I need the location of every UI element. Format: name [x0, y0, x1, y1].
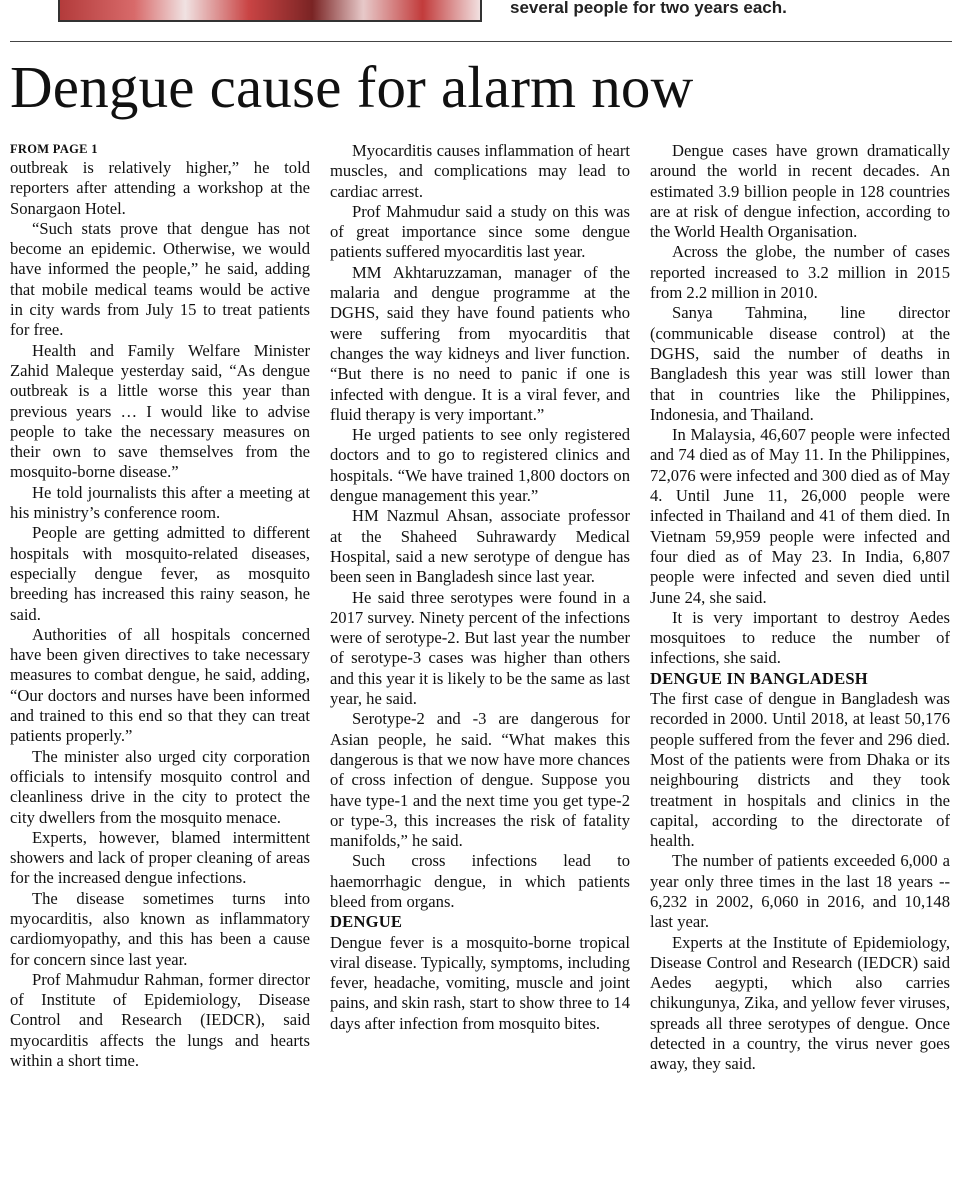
paragraph: In Malaysia, 46,607 people were infected and 74 died as of May 11. In the Philippines, 72,076 were infected and 300 died as of May 4. Until June 11, 26,000 people were infected in Thailand and 41 of them died. In Vietnam 59,959 people were infected and four died as of May 23. In India, 6,807 people were infected and seven died until June 24, she said. [650, 425, 950, 607]
paragraph: Authorities of all hospitals concerned have been given directives to take necessary measures to combat dengue, he said, adding, “Our doctors and nurses have been informed and trained to this end so that they can treat patients properly.” [10, 624, 310, 746]
paragraph: Experts, however, blamed intermittent showers and lack of proper cleaning of areas for the increased dengue infections. [10, 827, 310, 888]
paragraph: The disease sometimes turns into myocarditis, also known as inflammatory cardiomyopathy, and this has been a cause for concern since last year. [10, 888, 310, 969]
paragraph: Prof Mahmudur said a study on this was of great importance since some dengue patients suffered myocarditis last year. [330, 201, 630, 262]
article-column-2 [330, 141, 630, 1183]
paragraph: Serotype-2 and -3 are dangerous for Asian people, he said. “What makes this dangerous is that we now have more chances of cross infection of dengue. Suppose you have type-1 and the next time you get type-2 or type-3, this increases the risk of fatality manifolds,” he said. [330, 709, 630, 851]
paragraph: The minister also urged city corporation officials to intensify mosquito control and cleanliness drive in the city to protect the city dwellers from the mosquito menace. [10, 746, 310, 827]
previous-story-strip [0, 0, 954, 28]
paragraph: People are getting admitted to different hospitals with mosquito-related diseases, especially dengue fever, as mosquito breeding has increased this rainy season, he said. [10, 523, 310, 624]
paragraph: Experts at the Institute of Epidemiology, Disease Control and Research (IEDCR) said Aedes aegypti, which also carries chikungunya, Zika, and yellow fever viruses, spreads all three serotypes of dengue. Once detected in a country, the virus never goes away, they said. [650, 932, 950, 1074]
subheading-dengue-in-bangladesh: DENGUE IN BANGLADESH [650, 668, 868, 688]
previous-story-caption: several people for two years each. [510, 0, 787, 17]
article-column-1 [10, 141, 310, 1183]
paragraph: He told journalists this after a meeting at his ministry’s conference room. [10, 482, 310, 523]
paragraph: The first case of dengue in Bangladesh was recorded in 2000. Until 2018, at least 50,176 people suffered from the fever and 296 died. Most of the patients were from Dhaka or its neighbouring districts and they took treatment in hospitals and clinics in the capital, according to the directorate of health. [650, 689, 950, 851]
paragraph: It is very important to destroy Aedes mosquitoes to reduce the number of infections, she said. [650, 607, 950, 668]
continuation-label: FROM PAGE 1 [10, 142, 98, 156]
paragraph: outbreak is relatively higher,” he told reporters after attending a workshop at the Sonargaon Hotel. [10, 158, 310, 218]
paragraph: Sanya Tahmina, line director (communicable disease control) at the DGHS, said the number of deaths in Bangladesh this year was still lower than that in countries like the Philippines, Indonesia, and Thailand. [650, 303, 950, 424]
subheading-dengue: DENGUE [330, 912, 403, 932]
paragraph: Myocarditis causes inflammation of heart muscles, and complications may lead to cardiac arrest. [330, 141, 630, 201]
previous-story-photo [58, 0, 482, 22]
paragraph: He urged patients to see only registered doctors and to go to registered clinics and hospitals. “We have trained 1,800 doctors on dengue management this year.” [330, 425, 630, 506]
paragraph: MM Akhtaruzzaman, manager of the malaria and dengue programme at the DGHS, said they have found patients who were suffering from myocarditis that changes the way kidneys and liver function. “But there is no need to panic if one is infected with dengue. It is a viral fever, and fluid therapy is very important.” [330, 262, 630, 424]
paragraph: Prof Mahmudur Rahman, former director of Institute of Epidemiology, Disease Control and Research (IEDCR), said myocarditis affects the lungs and hearts within a short time. [10, 969, 310, 1071]
article-headline: Dengue cause for alarm now [10, 54, 694, 120]
paragraph: Such cross infections lead to haemorrhagic dengue, in which patients bleed from organs. [330, 851, 630, 911]
paragraph: Health and Family Welfare Minister Zahid Maleque yesterday said, “As dengue outbreak is a little worse this year than previous years … I would like to advise people to take the necessary measures on their own to save themselves from the mosquito-borne disease.” [10, 340, 310, 482]
paragraph: HM Nazmul Ahsan, associate professor at the Shaheed Suhrawardy Medical Hospital, said a new serotype of dengue has been seen in Bangladesh since last year. [330, 506, 630, 587]
paragraph: Across the globe, the number of cases reported increased to 3.2 million in 2015 from 2.2 million in 2010. [650, 242, 950, 303]
article-column-3 [650, 141, 950, 1183]
paragraph: “Such stats prove that dengue has not become an epidemic. Otherwise, we would have informed the people,” he said, adding that mobile medical teams would be active in city wards from July 15 to treat patients for free. [10, 218, 310, 340]
paragraph: Dengue cases have grown dramatically around the world in recent decades. An estimated 3.9 billion people in 128 countries are at risk of dengue infection, according to the World Health Organisation. [650, 141, 950, 242]
paragraph: He said three serotypes were found in a 2017 survey. Ninety percent of the infections were of serotype-2. But last year the number of serotype-3 cases was higher than others and this year it is likely to be the same as last year, he said. [330, 587, 630, 709]
section-divider [10, 41, 952, 42]
paragraph: The number of patients exceeded 6,000 a year only three times in the last 18 years -- 6,232 in 2002, 6,060 in 2016, and 10,148 last year. [650, 851, 950, 932]
paragraph: Dengue fever is a mosquito-borne tropical viral disease. Typically, symptoms, including fever, headache, vomiting, muscle and joint pains, and skin rash, start to show three to 14 days after infection from mosquito bites. [330, 932, 630, 1033]
